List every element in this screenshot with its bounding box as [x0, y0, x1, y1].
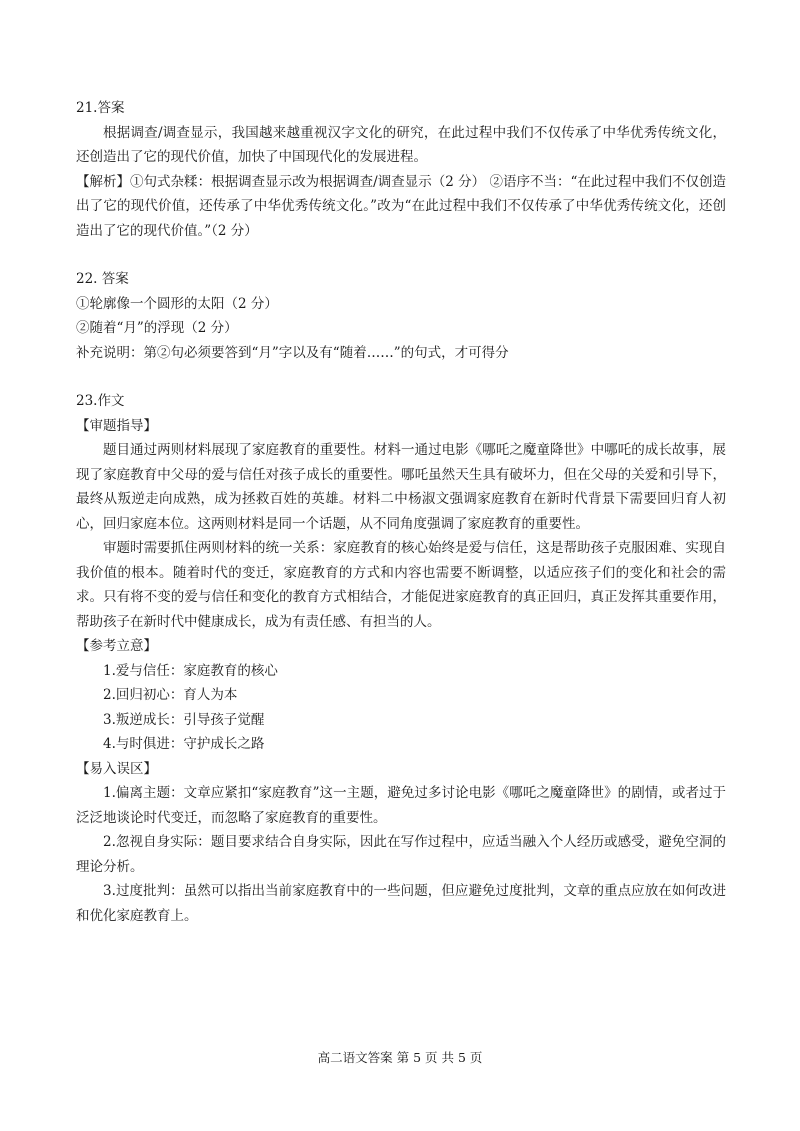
- reference-item: 2.回归初心：育人为本: [103, 687, 238, 703]
- q22-note: 补充说明：第②句必须要答到“月”字以及有“随着……”的句式，才可得分: [76, 344, 509, 361]
- q22-answer-2: ②随着“月”的浮现（2 分）: [76, 320, 238, 336]
- reference-section-title: 【参考立意】: [76, 638, 157, 654]
- page-content: [76, 96, 726, 928]
- pitfall-paragraph-1: 1.偏离主题：文章应紧扣“家庭教育”这一主题，避免过多讨论电影《哪吒之魔童降世》的剧情，或者过于泛泛地谈论时代变迁，而忽略了家庭教育的重要性。: [76, 785, 726, 826]
- q22-heading: 22. 答案: [76, 271, 129, 287]
- pitfalls-section-title: 【易入误区】: [76, 760, 157, 777]
- q21-answer: 根据调查/调查显示，我国越来越重视汉字文化的研究，在此过程中我们不仅传承了中华优秀传统文化，还创造出了它的现代价值，加快了中国现代化的发展进程。: [76, 124, 726, 165]
- pitfall-paragraph-3: 3.过度批判：虽然可以指出当前家庭教育中的一些问题，但应避免过度批判，文章的重点应放在如何改进和优化家庭教育上。: [76, 883, 726, 924]
- reference-item: 4.与时俱进：守护成长之路: [103, 736, 265, 752]
- guide-paragraph-2: 审题时需要抓住两则材料的统一关系：家庭教育的核心始终是爱与信任，这是帮助孩子克服困难、实现自我价值的根本。随着时代的变迁，家庭教育的方式和内容也需要不断调整，以适应孩子们的变化和社会的需求。只有将不变的爱与信任和变化的教育方式相结合，才能促进家庭教育的真正回归，真正发挥其重要作用，帮助孩子在新时代中健康成长，成为有责任感、有担当的人。: [76, 540, 726, 630]
- q23-heading: 23.作文: [76, 393, 125, 409]
- pitfall-paragraph-2: 2.忽视自身实际：题目要求结合自身实际，因此在写作过程中，应适当融入个人经历或感受，避免空洞的理论分析。: [76, 834, 726, 875]
- q21-analysis: 【解析】①句式杂糅：根据调查显示改为根据调查/调查显示（2 分） ②语序不当：“在此过程中我们不仅创造出了它的现代价值，还传承了中华优秀传统文化。”改为“在此过程中我们不仅传承了中华优秀传统文化，还创造出了它的现代价值。”（2 分）: [76, 173, 726, 239]
- reference-item: 3.叛逆成长：引导孩子觉醒: [103, 711, 265, 728]
- q22-answer-1: ①轮廓像一个圆形的太阳（2 分）: [76, 295, 278, 312]
- reference-item: 1.爱与信任：家庭教育的核心: [103, 662, 278, 679]
- guide-section-title: 【审题指导】: [76, 417, 157, 434]
- page-footer: 高二语文答案 第 5 页 共 5 页: [317, 1050, 483, 1065]
- guide-paragraph-1: 题目通过两则材料展现了家庭教育的重要性。材料一通过电影《哪吒之魔童降世》中哪吒的成长故事，展现了家庭教育中父母的爱与信任对孩子成长的重要性。哪吒虽然天生具有破坏力，但在父母的关爱和引导下，最终从叛逆走向成熟，成为拯救百姓的英雄。材料二中杨淑文强调家庭教育在新时代背景下需要回归育人初心，回归家庭本位。这两则材料是同一个话题，从不同角度强调了家庭教育的重要性。: [76, 442, 726, 532]
- q21-heading: 21.答案: [76, 100, 125, 116]
